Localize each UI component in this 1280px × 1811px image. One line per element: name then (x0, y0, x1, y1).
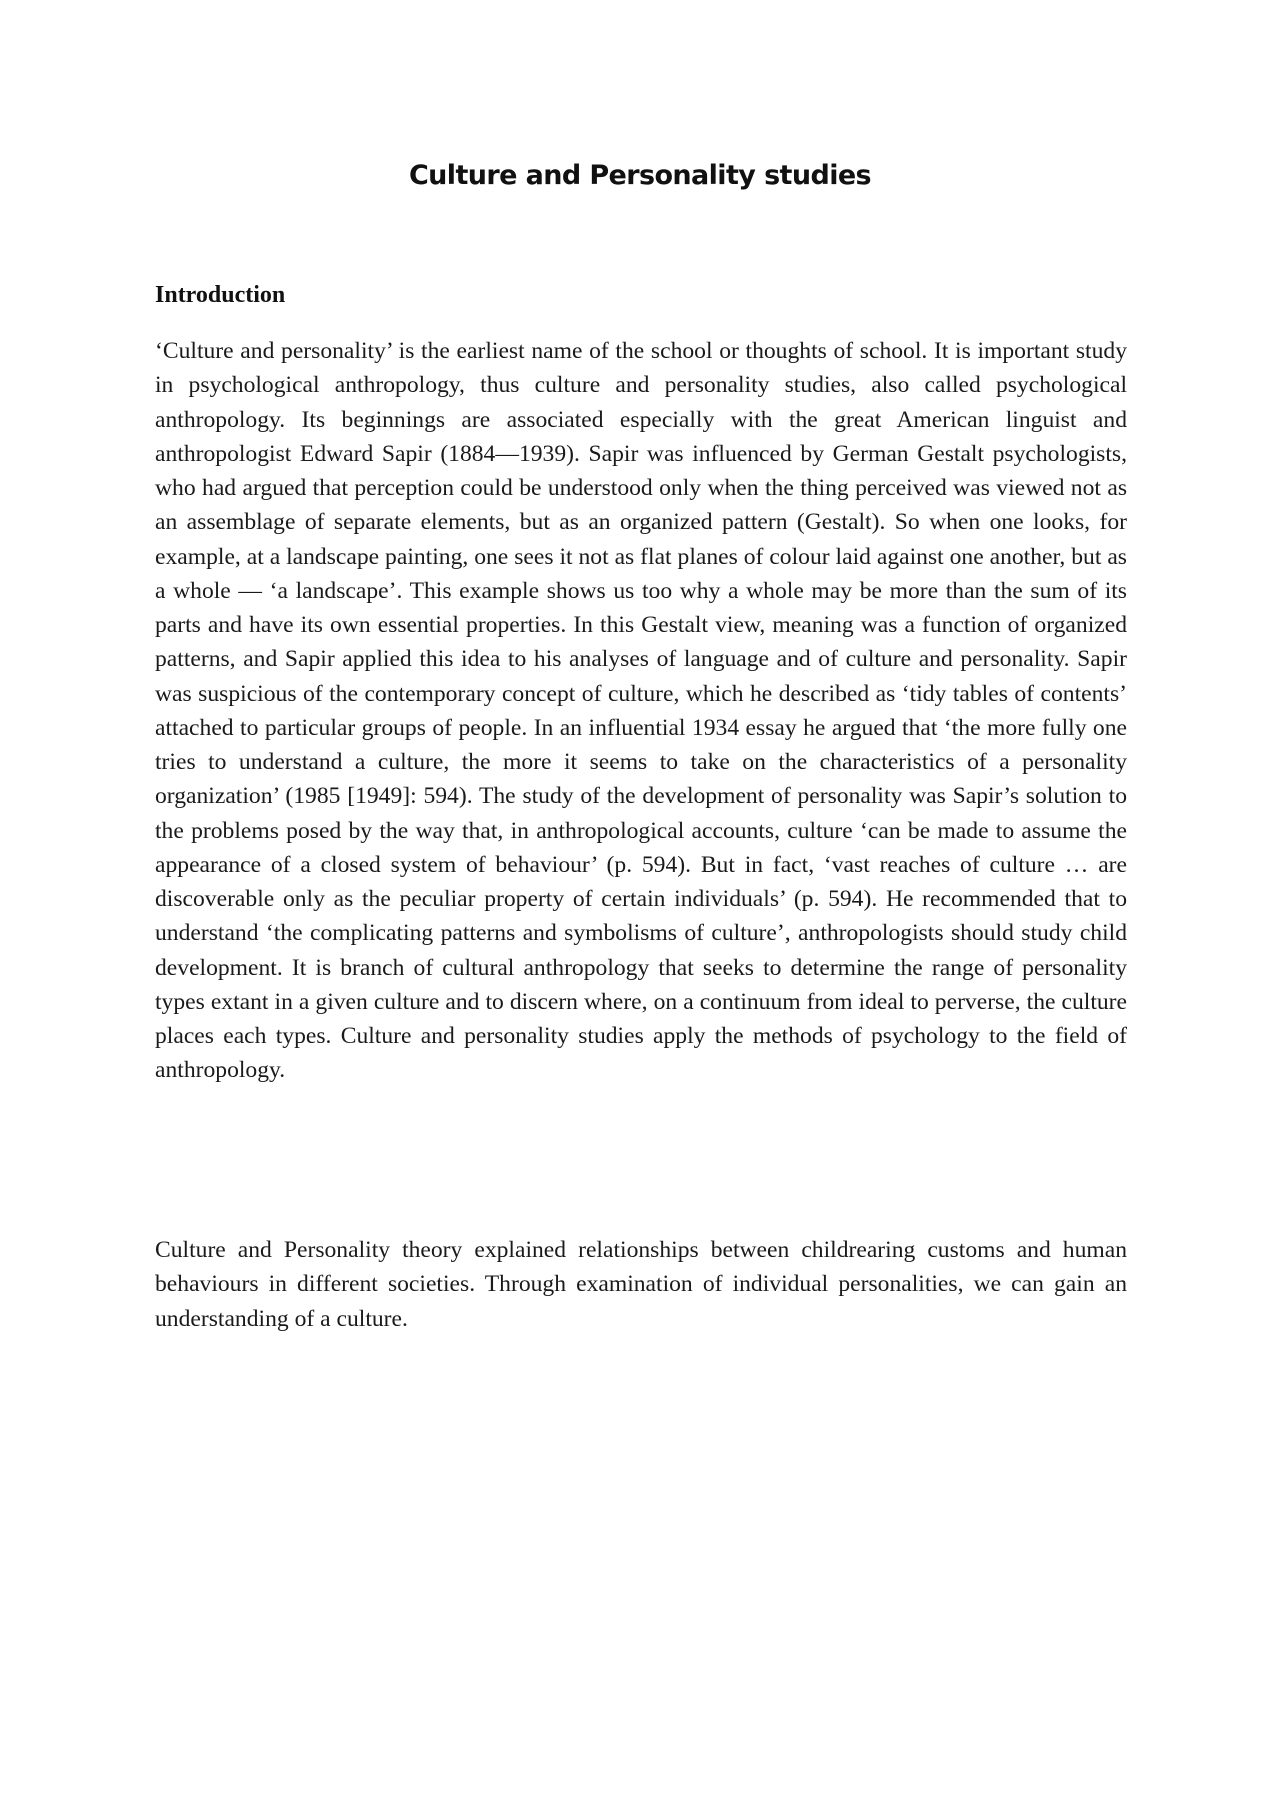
paragraph-introduction: ‘Culture and personality’ is the earliest name of the school or thoughts of school. It is important study in psychological anthropology, thus culture and personality studies, also called psychological anthropology. Its beginnings are associated especially with the great American linguist and anthropologist Edward Sapir (1884—1939). Sapir was influenced by German Gestalt psychologists, who had argued that perception could be understood only when the thing perceived was viewed not as an assemblage of separate elements, but as an organized pattern (Gestalt). So when one looks, for example, at a landscape painting, one sees it not as flat planes of colour laid against one another, but as a whole — ‘a landscape’. This example shows us too why a whole may be more than the sum of its parts and have its own essential properties. In this Gestalt view, meaning was a function of organized patterns, and Sapir applied this idea to his analyses of language and of culture and personality. Sapir was suspicious of the contemporary concept of culture, which he described as ‘tidy tables of contents’ attached to particular groups of people. In an influential 1934 essay he argued that ‘the more fully one tries to understand a culture, the more it seems to take on the characteristics of a personality organization’ (1985 [1949]: 594). The study of the development of personality was Sapir’s solution to the problems posed by the way that, in anthropological accounts, culture ‘can be made to assume the appearance of a closed system of behaviour’ (p. 594). But in fact, ‘vast reaches of culture … are discoverable only as the peculiar property of certain individuals’ (p. 594). He recommended that to understand ‘the complicating patterns and symbolisms of culture’, anthropologists should study child development. It is branch of cultural anthropology that seeks to determine the range of personality types extant in a given culture and to discern where, on a continuum from ideal to perverse, the culture places each types. Culture and personality studies apply the methods of psychology to the field of anthropology. (155, 338, 1127, 1084)
section-heading-introduction: Introduction (155, 282, 286, 308)
document-title: Culture and Personality studies (408, 160, 872, 191)
paragraph-theory-summary: Culture and Personality theory explained relationships between childrearing customs and human behaviours in different societies. Through examination of individual personalities, we can gain an understanding of a culture. (155, 1237, 1127, 1332)
